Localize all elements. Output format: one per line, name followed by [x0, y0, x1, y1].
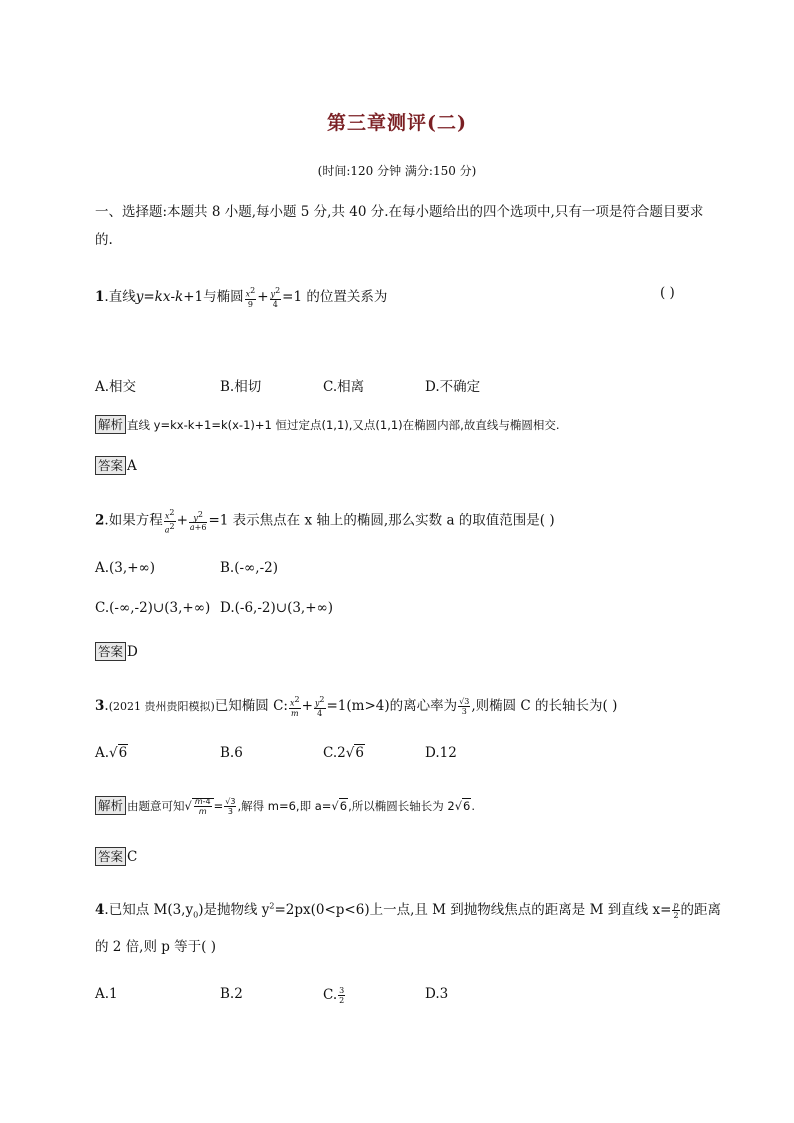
question-2: 2.如果方程 $\frac{x^2}{a^2}$ + $\frac{y^2}{a+6}$ =1 表示焦点在 x 轴上的椭圆,那么实数 a 的取值范围是( ) [95, 508, 555, 535]
q4-text-b: )是抛物线 y [198, 902, 270, 918]
analysis-text-pre: 由题意可知 [127, 799, 185, 813]
answer-2 [95, 641, 138, 661]
fraction: $\frac{y^2}{4}$ [314, 695, 325, 718]
question-number: 3 [95, 698, 105, 714]
q4-text-c: =2px(0<p<6)上一点,且 M 到抛物线焦点的距离是 M 到直线 x= [274, 902, 672, 918]
analysis-label: 解析 [95, 796, 126, 815]
option-c: C.(-∞,-2)∪(3,+∞) [95, 600, 211, 616]
fraction: $\frac{x^2}{9}$ [245, 286, 256, 309]
answer-value: C [127, 849, 138, 865]
question-3: 3.(2021 贵州贵阳模拟)已知椭圆 C: $\frac{x^2}{m}$ + $\frac{y^2}{4}$ =1(m>4)的离心率为 $\frac{√3}{3}$ ,则椭圆 C 的长轴长为( ) [95, 695, 618, 718]
analysis-text: 直线 y=kx-k+1=k(x-1)+1 恒过定点(1,1),又点(1,1)在椭圆内部,故直线与椭圆相交. [127, 418, 560, 432]
q1-text-pre: 直线 [108, 289, 136, 305]
q4-text-a: 已知点 M(3,y [108, 902, 194, 918]
analysis-1 [95, 414, 559, 434]
analysis-label: 解析 [95, 415, 126, 434]
exam-info: (时间:120 分钟 满分:150 分) [317, 164, 477, 178]
option-c: C.相离 [323, 379, 365, 395]
question-4-line-2: 的 2 倍,则 p 等于( ) [95, 939, 217, 955]
question-number: 2 [95, 512, 105, 529]
analysis-3: 解析 由题意可知√ $\frac{m-4}{m}$ = $\frac{√3}{3}$ ,解得 m=6,即 a=√6,所以椭圆长轴长为 2√6. [95, 795, 475, 816]
q2-text-post: =1 表示焦点在 x 轴上的椭圆,那么实数 a 的取值范围是( ) [208, 512, 555, 529]
option-d: D.不确定 [425, 379, 481, 395]
option-d: D.3 [425, 986, 449, 1002]
option-a: A.√6 [95, 745, 128, 761]
option-a: A.1 [95, 986, 118, 1002]
question-4: 4.已知点 $M(3,y_0)$是抛物线 $y^2=2px(0<p<6)$上一点,且 M 到抛物线焦点的距离是 M 到直线 x= $\frac{p}{2}$ 的距离 [95, 901, 722, 920]
answer-label: 答案 [95, 642, 126, 661]
fraction: $\frac{√3}{3}$ [459, 697, 470, 716]
fraction: $\frac{y^2}{4}$ [270, 286, 281, 309]
question-1: 1.直线y=kx-k+1与椭圆 $\frac{x^2}{9}$ + $\frac{y^2}{4}$ =1 的位置关系为 [95, 286, 388, 309]
fraction: $\frac{x^2}{m}$ [289, 695, 300, 718]
answer-value: D [127, 644, 138, 660]
answer-label: 答案 [95, 456, 126, 475]
fraction: $\frac{y^2}{a+6}$ [189, 509, 207, 533]
option-b: B.6 [220, 745, 243, 761]
q3-text-mid: 已知椭圆 C: [214, 698, 288, 714]
option-a: A.相交 [95, 379, 137, 395]
option-b: B.2 [220, 986, 243, 1002]
option-c: C.2√6 [323, 745, 364, 761]
option-b: B.相切 [220, 379, 262, 395]
analysis-text-post: ,所以椭圆长轴长为 2 [348, 799, 455, 813]
q2-text-pre: 如果方程 [108, 512, 163, 529]
answer-3 [95, 846, 137, 866]
q4-text-d: 的距离 [680, 902, 722, 918]
option-d: D.12 [425, 745, 457, 761]
q3-text-post2: ,则椭圆 C 的长轴长为( ) [471, 698, 618, 714]
section-header: 一、选择题:本题共 8 小题,每小题 5 分,共 40 分.在每小题给出的四个选项中,只有一项是符合题目要求的. [95, 204, 704, 248]
q3-text-post1: =1(m>4)的离心率为 [326, 698, 458, 714]
q1-text-mid: 与椭圆 [203, 289, 244, 305]
fraction: $\frac{x^2}{a^2}$ [164, 508, 175, 535]
question-number: 1 [95, 289, 105, 305]
q1-text-post: =1 的位置关系为 [282, 289, 388, 305]
page-title: 第三章测评(二) [327, 112, 467, 134]
answer-label: 答案 [95, 847, 126, 866]
answer-1 [95, 455, 137, 475]
question-source: (2021 贵州贵阳模拟) [108, 700, 215, 713]
option-b: B.(-∞,-2) [220, 560, 278, 576]
analysis-text-mid: ,解得 m=6,即 a= [237, 799, 332, 813]
option-a: A.(3,+∞) [95, 560, 156, 576]
answer-value: A [127, 458, 137, 474]
question-number: 4 [95, 902, 105, 918]
answer-paren: ( ) [660, 285, 675, 301]
fraction: $\frac{p}{2}$ [673, 901, 679, 920]
option-c: C. $\frac{3}{2}$ [323, 986, 345, 1005]
option-d: D.(-6,-2)∪(3,+∞) [220, 600, 334, 616]
